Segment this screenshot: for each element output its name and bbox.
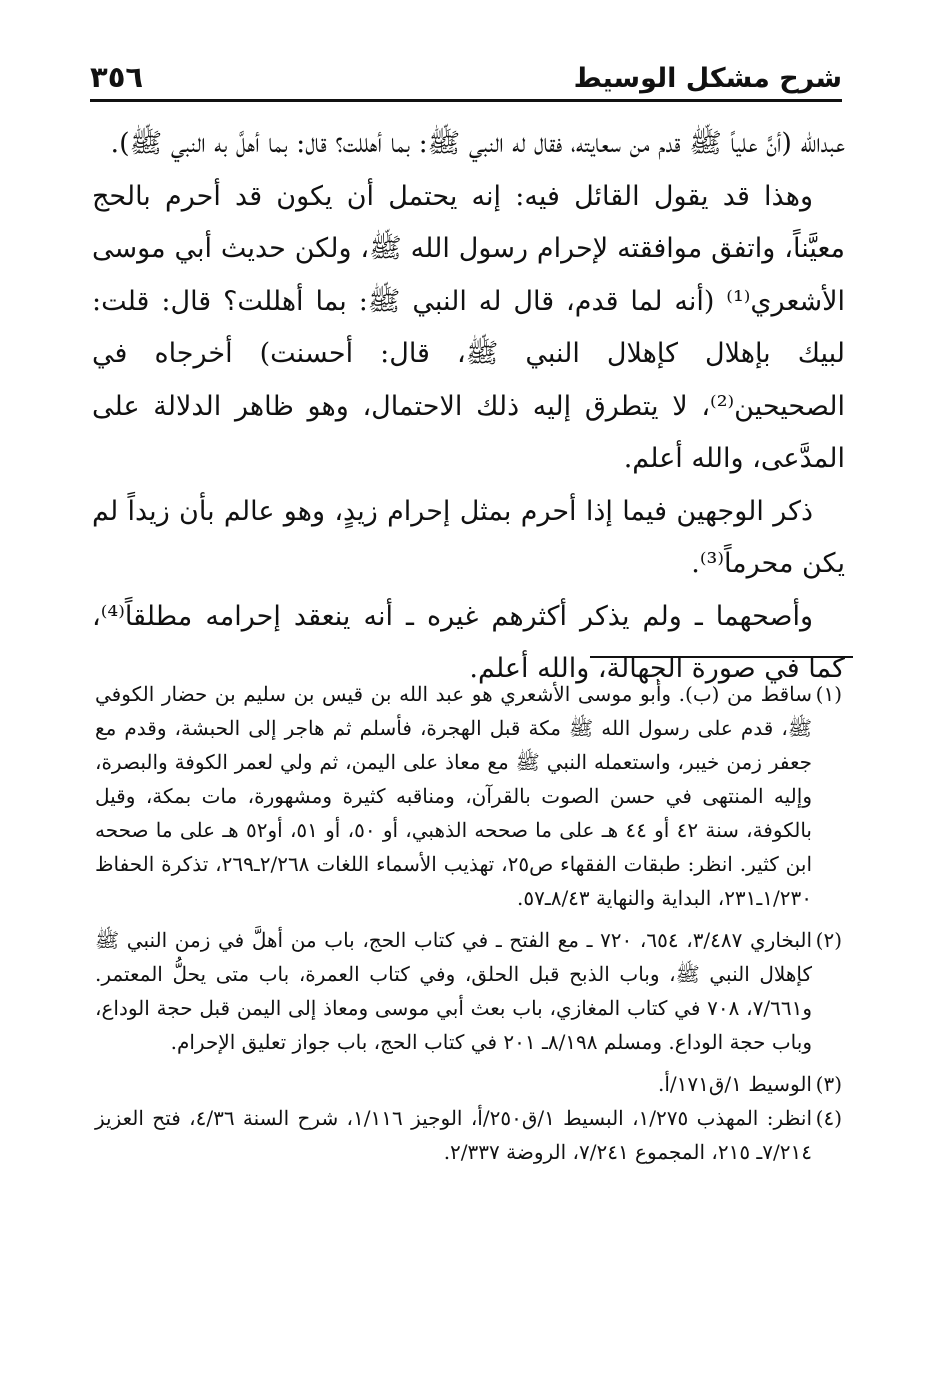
running-title: شرح مشكل الوسيط — [573, 63, 842, 94]
running-head — [90, 60, 842, 102]
footnote-text: الوسيط ١/ق١٧١/أ. — [657, 1072, 812, 1096]
page-number: ٣٥٦ — [90, 60, 144, 94]
footnote-mark: (٤) — [815, 1106, 842, 1130]
paragraph-1: عبدالله (أنَّ علياً ﷺ قدم من سعايته، فقال له النبي ﷺ: بما أهللت؟ قال: بما أهلَّ به النبي ﷺ). — [110, 128, 845, 159]
main-text — [92, 118, 845, 696]
header-rule — [90, 99, 842, 102]
footnote-3 — [95, 1067, 842, 1101]
footnote-mark: (٢) — [815, 928, 842, 952]
footnote-text: البخاري ٣/٤٨٧، ٦٥٤، ٧٢٠ ـ مع الفتح ـ في كتاب الحج، باب من أهلَّ في زمن النبي ﷺ كإهلال النبي ﷺ، وباب الذبح قبل الحلق، وفي كتاب العمرة، باب متى يحلُّ المعتمر. و٧/٦٦١، ٧٠٨ في كتاب المغازي، باب بعث أبي موسى ومعاذ إلى اليمن قبل حجة الوداع، وباب حجة الوداع. ومسلم ٨/١٩٨ـ ٢٠١ في كتاب الحج، باب جواز تعليق الإحرام. — [95, 928, 813, 1054]
footnote-separator — [590, 656, 853, 658]
footnote-text: ساقط من (ب). وأبو موسى الأشعري هو عبد الله بن قيس بن سليم بن حضار الكوفي ﷺ، قدم على رسول الله ﷺ مكة قبل الهجرة، فأسلم ثم هاجر إلى الحبشة، وقدم مع جعفر زمن خيبر، واستعمله النبي ﷺ مع معاذ على اليمن، ثم ولي لعمر الكوفة والبصرة، وإليه المنتهى في حسن الصوت بالقرآن، ومناقبه كثيرة ومشهورة، مات بمكة، وقيل بالكوفة، سنة ٤٢ أو ٤٤ هـ على ما صححه الذهبي، أو ٥٠، أو ٥١، أو٥٢ هـ على ما صححه ابن كثير. انظر: طبقات الفقهاء ص٢٥، تهذيب الأسماء اللغات ٢/٢٦٨ـ٢٦٩، تذكرة الحفاظ ١/٢٣٠ـ٢٣١، البداية والنهاية ٨/٤٣ـ٥٧. — [95, 682, 812, 910]
paragraph-2: وهذا قد يقول القائل فيه: إنه يحتمل أن يكون قد أحرم بالحج معيَّناً، واتفق موافقته لإحرام رسول الله ﷺ، ولكن حديث أبي موسى الأشعري⁽¹⁾ (أنه لما قدم، قال له النبي ﷺ: بما أهللت؟ قال: قلت: لبيك بإهلال كإهلال النبي ﷺ، قال: أحسنت) أخرجاه في الصحيحين⁽²⁾، لا يتطرق إليه ذلك الاحتمال، وهو ظاهر الدلالة على المدَّعى، والله أعلم. — [92, 180, 845, 474]
footnote-mark: (٣) — [815, 1072, 842, 1096]
footnote-2 — [95, 923, 842, 1059]
footnote-mark: (١) — [815, 682, 842, 706]
paragraph-3: ذكر الوجهين فيما إذا أحرم بمثل إحرام زيدٍ، وهو عالم بأن زيداً لم يكن محرماً⁽³⁾. — [92, 495, 845, 579]
footnote-text: انظر: المهذب ١/٢٧٥، البسيط ١/ق٢٥٠/أ، الوجيز ١/١١٦، شرح السنة ٤/٣٦، فتح العزيز ٧/٢١٤ـ ٢١٥، المجموع ٧/٢٤١، الروضة ٢/٣٣٧. — [95, 1106, 813, 1164]
paragraph-4: وأصحهما ـ ولم يذكر أكثرهم غيره ـ أنه ينعقد إحرامه مطلقاً⁽⁴⁾، كما في صورة الجهالة، والله أعلم. — [92, 600, 845, 684]
footnote-4 — [95, 1101, 842, 1169]
footnote-1 — [95, 677, 842, 915]
footnotes — [95, 677, 842, 1177]
